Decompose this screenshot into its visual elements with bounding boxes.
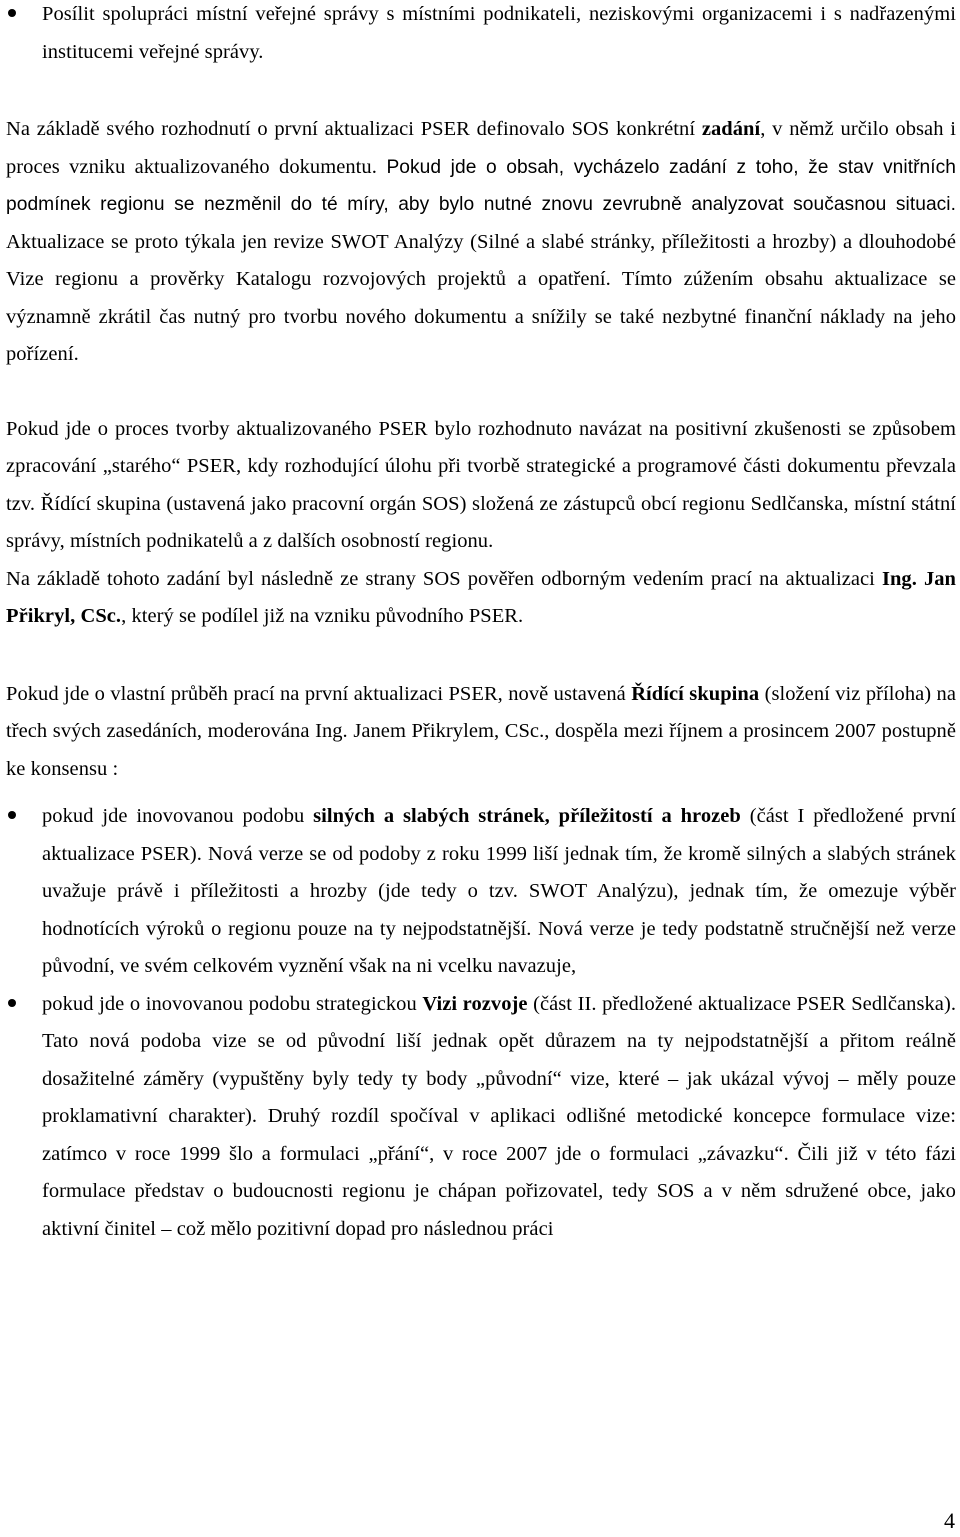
paragraph-text: Na základě svého rozhodnutí o první aktualizaci PSER definovalo SOS konkrétní — [6, 118, 702, 140]
paragraph-text: Pokud jde o proces tvorby aktualizovaného PSER bylo rozhodnuto navázat na positivní zkušenosti se způsobem zpracování „starého“ PSER, kdy rozhodující úlohu při tvorbě strategické a programové části dokumentu převzala tzv. Řídící skupina (ustavená jako pracovní orgán SOS) složená ze zástupců obcí regionu Sedlčanska, místní státní správy, místních podnikatelů a z dalších osobností regionu. — [6, 417, 956, 552]
consensus-bullet-list — [6, 798, 956, 1248]
bullet-item-swot — [6, 798, 956, 986]
paragraph-assignment — [6, 111, 956, 374]
paragraph-text: Tímto zúžením obsahu aktualizace se významně zkrátil čas nutný pro tvorbu nového dokumentu a snížily se také nezbytné finanční náklady na jeho pořízení. — [6, 268, 956, 365]
paragraph-text-sans: Pokud jde o obsah, vycházelo zadání z toho, že stav vnitřních podmínek regionu se nezměnil do té míry, aby bylo nutné znovu zevrubně analyzovat současnou situaci. — [6, 156, 956, 215]
bullet-text: pokud jde o inovovanou podobu strategickou — [42, 992, 423, 1015]
bold-term-ridici-skupina: Řídící skupina — [631, 682, 760, 705]
paragraph-expert — [6, 561, 956, 636]
bullet-item-vision — [6, 986, 956, 1249]
intro-bullet-list — [6, 0, 956, 71]
bold-name-jan-prikryl: Ing. Jan Přikryl, CSc. — [6, 567, 956, 627]
paragraph-text: Pokud jde o vlastní průběh prací na první aktualizaci PSER, nově ustavená — [6, 682, 632, 705]
paragraph-text: Na základě tohoto zadání byl následně ze strany SOS pověřen odborným vedením prací na aktualizaci — [6, 567, 882, 590]
paragraph-progress — [6, 676, 956, 789]
document-page — [6, 0, 956, 1248]
bold-term-vize-rozvoje: Vizi rozvoje — [422, 992, 528, 1015]
bullet-text: (část II. předložené aktualizace PSER Sedlčanska). Tato nová podoba vize se od původní liší jednak opět důrazem na ty nejpodstatnější a přitom reálně dosažitelné záměry (vypuštěny byly tedy ty body „původní“ vize, které – jak ukázal vývoj – měly pouze proklamativní charakter). Druhý rozdíl spočíval v aplikaci odlišné metodické koncepce formulace vize: zatímco v roce 1999 šlo a formulaci „přání“, v roce 2007 jde o formulaci „závazku“. Čili již v této fázi formulace představ o budoucnosti regionu je chápan pořizovatel, tedy SOS a v něm sdružené obce, jako aktivní činitel – což mělo pozitivní dopad pro následnou práci — [42, 992, 956, 1240]
page-number: 4 — [944, 1508, 955, 1533]
paragraph-process — [6, 411, 956, 561]
bullet-text: (část I předložené první aktualizace PSER). Nová verze se od podoby z roku 1999 liší jednak tím, že kromě silných a slabých stránek uvažuje právě i příležitosti a hrozby (jde tedy o tzv. SWOT Analýzu), jednak tím, že omezuje výběr hodnotících výroků o regionu pouze na ty nejpodstatnější. Nová verze je tedy podstatně stručnější než verze původní, ve svém celkovém vyznění však na ni vcelku navazuje, — [42, 805, 956, 977]
bullet-item-cooperation — [6, 0, 956, 71]
bold-term-swot: silných a slabých stránek, příležitostí a hrozeb — [313, 805, 741, 827]
paragraph-text: Aktualizace se proto týkala jen revize SWOT Analýzy (Silné a slabé stránky, příležitosti a hrozby) a dlouhodobé Vize regionu a prověrky Katalogu rozvojových projektů a opatření. — [6, 230, 956, 290]
bullet-text: pokud jde inovovanou podobu — [42, 805, 314, 827]
paragraph-text: , v němž určilo obsah i proces vzniku aktualizovaného dokumentu. — [6, 118, 956, 178]
bullet-text: Posílit spolupráci místní veřejné správy s místními podnikateli, neziskovými organizacemi i s nadřazenými institucemi veřejné správy. — [42, 3, 956, 63]
bold-term-zadani: zadání — [701, 118, 761, 140]
paragraph-text: , který se podílel již na vzniku původního PSER. — [121, 605, 524, 627]
paragraph-text: (složení viz příloha) na třech svých zasedáních, moderována Ing. Janem Přikrylem, CSc., dospěla mezi říjnem a prosincem 2007 postupně ke konsensu : — [6, 682, 956, 780]
